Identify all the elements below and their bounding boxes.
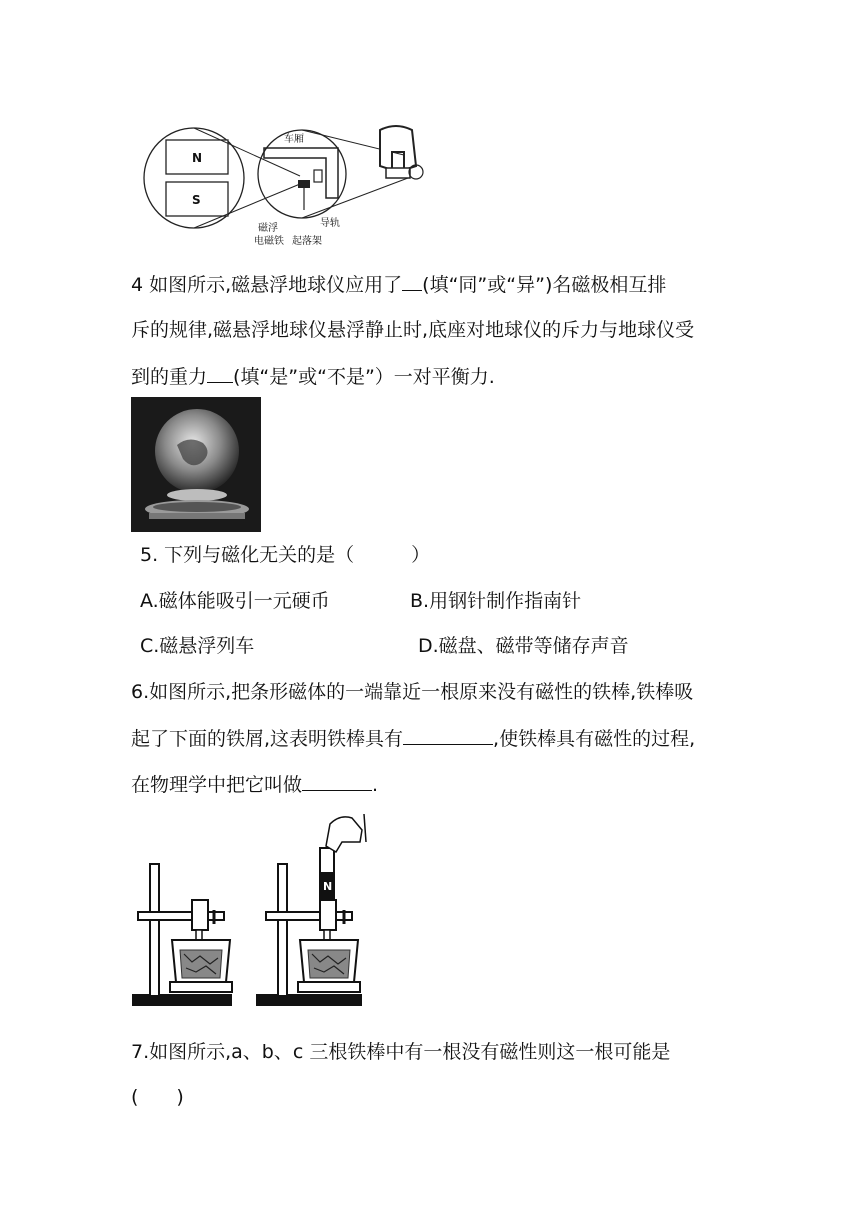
landing-gear-label: 起落架	[292, 236, 322, 247]
maglev-globe-photo	[131, 397, 261, 532]
q5-option-a[interactable]: A.磁体能吸引一元硬币	[140, 590, 330, 612]
q6-blank-2[interactable]	[302, 772, 372, 791]
q4-blank-2[interactable]	[207, 364, 233, 383]
q6-blank-1[interactable]	[403, 726, 493, 745]
maglev-label: 磁浮	[258, 223, 278, 234]
q5-stem: 5. 下列与磁化无关的是（ ）	[140, 544, 431, 566]
q6-line-2: 起了下面的铁屑,这表明铁棒具有 ,使铁棒具有磁性的过程,	[131, 728, 696, 750]
guide-rail-label: 导轨	[320, 218, 340, 229]
q5-option-c[interactable]: C.磁悬浮列车	[140, 635, 255, 657]
q4-blank-1[interactable]	[402, 272, 422, 291]
q7-line-1: 7.如图所示,a、b、c 三根铁棒中有一根没有磁性则这一根可能是	[131, 1041, 671, 1063]
electromagnet-label: 电磁铁	[254, 236, 284, 247]
q4-line-3: 到的重力 (填“是”或“不是”）一对平衡力.	[131, 366, 495, 388]
q4-line-1: 4 如图所示,磁悬浮地球仪应用了 (填“同”或“异”)名磁极相互排	[131, 274, 667, 296]
q6-line-3: 在物理学中把它叫做 .	[131, 774, 379, 796]
hand-icon	[326, 817, 362, 852]
q4-line-2: 斥的规律,磁悬浮地球仪悬浮静止时,底座对地球仪的斥力与地球仪受	[131, 319, 695, 341]
magnet-n-pole-label: N	[323, 880, 333, 893]
maglev-train-figure	[140, 118, 440, 250]
magnet-s-label: S	[192, 193, 201, 207]
q5-option-d[interactable]: D.磁盘、磁带等储存声音	[418, 635, 629, 657]
magnet-n-label: N	[192, 151, 203, 165]
q6-line-1: 6.如图所示,把条形磁体的一端靠近一根原来没有磁性的铁棒,铁棒吸	[131, 681, 694, 703]
carriage-label: 车厢	[284, 134, 304, 145]
q5-option-b[interactable]: B.用钢针制作指南针	[410, 590, 582, 612]
iron-rod-magnetization-figure	[130, 812, 370, 1012]
q7-line-2: ( )	[131, 1086, 184, 1108]
